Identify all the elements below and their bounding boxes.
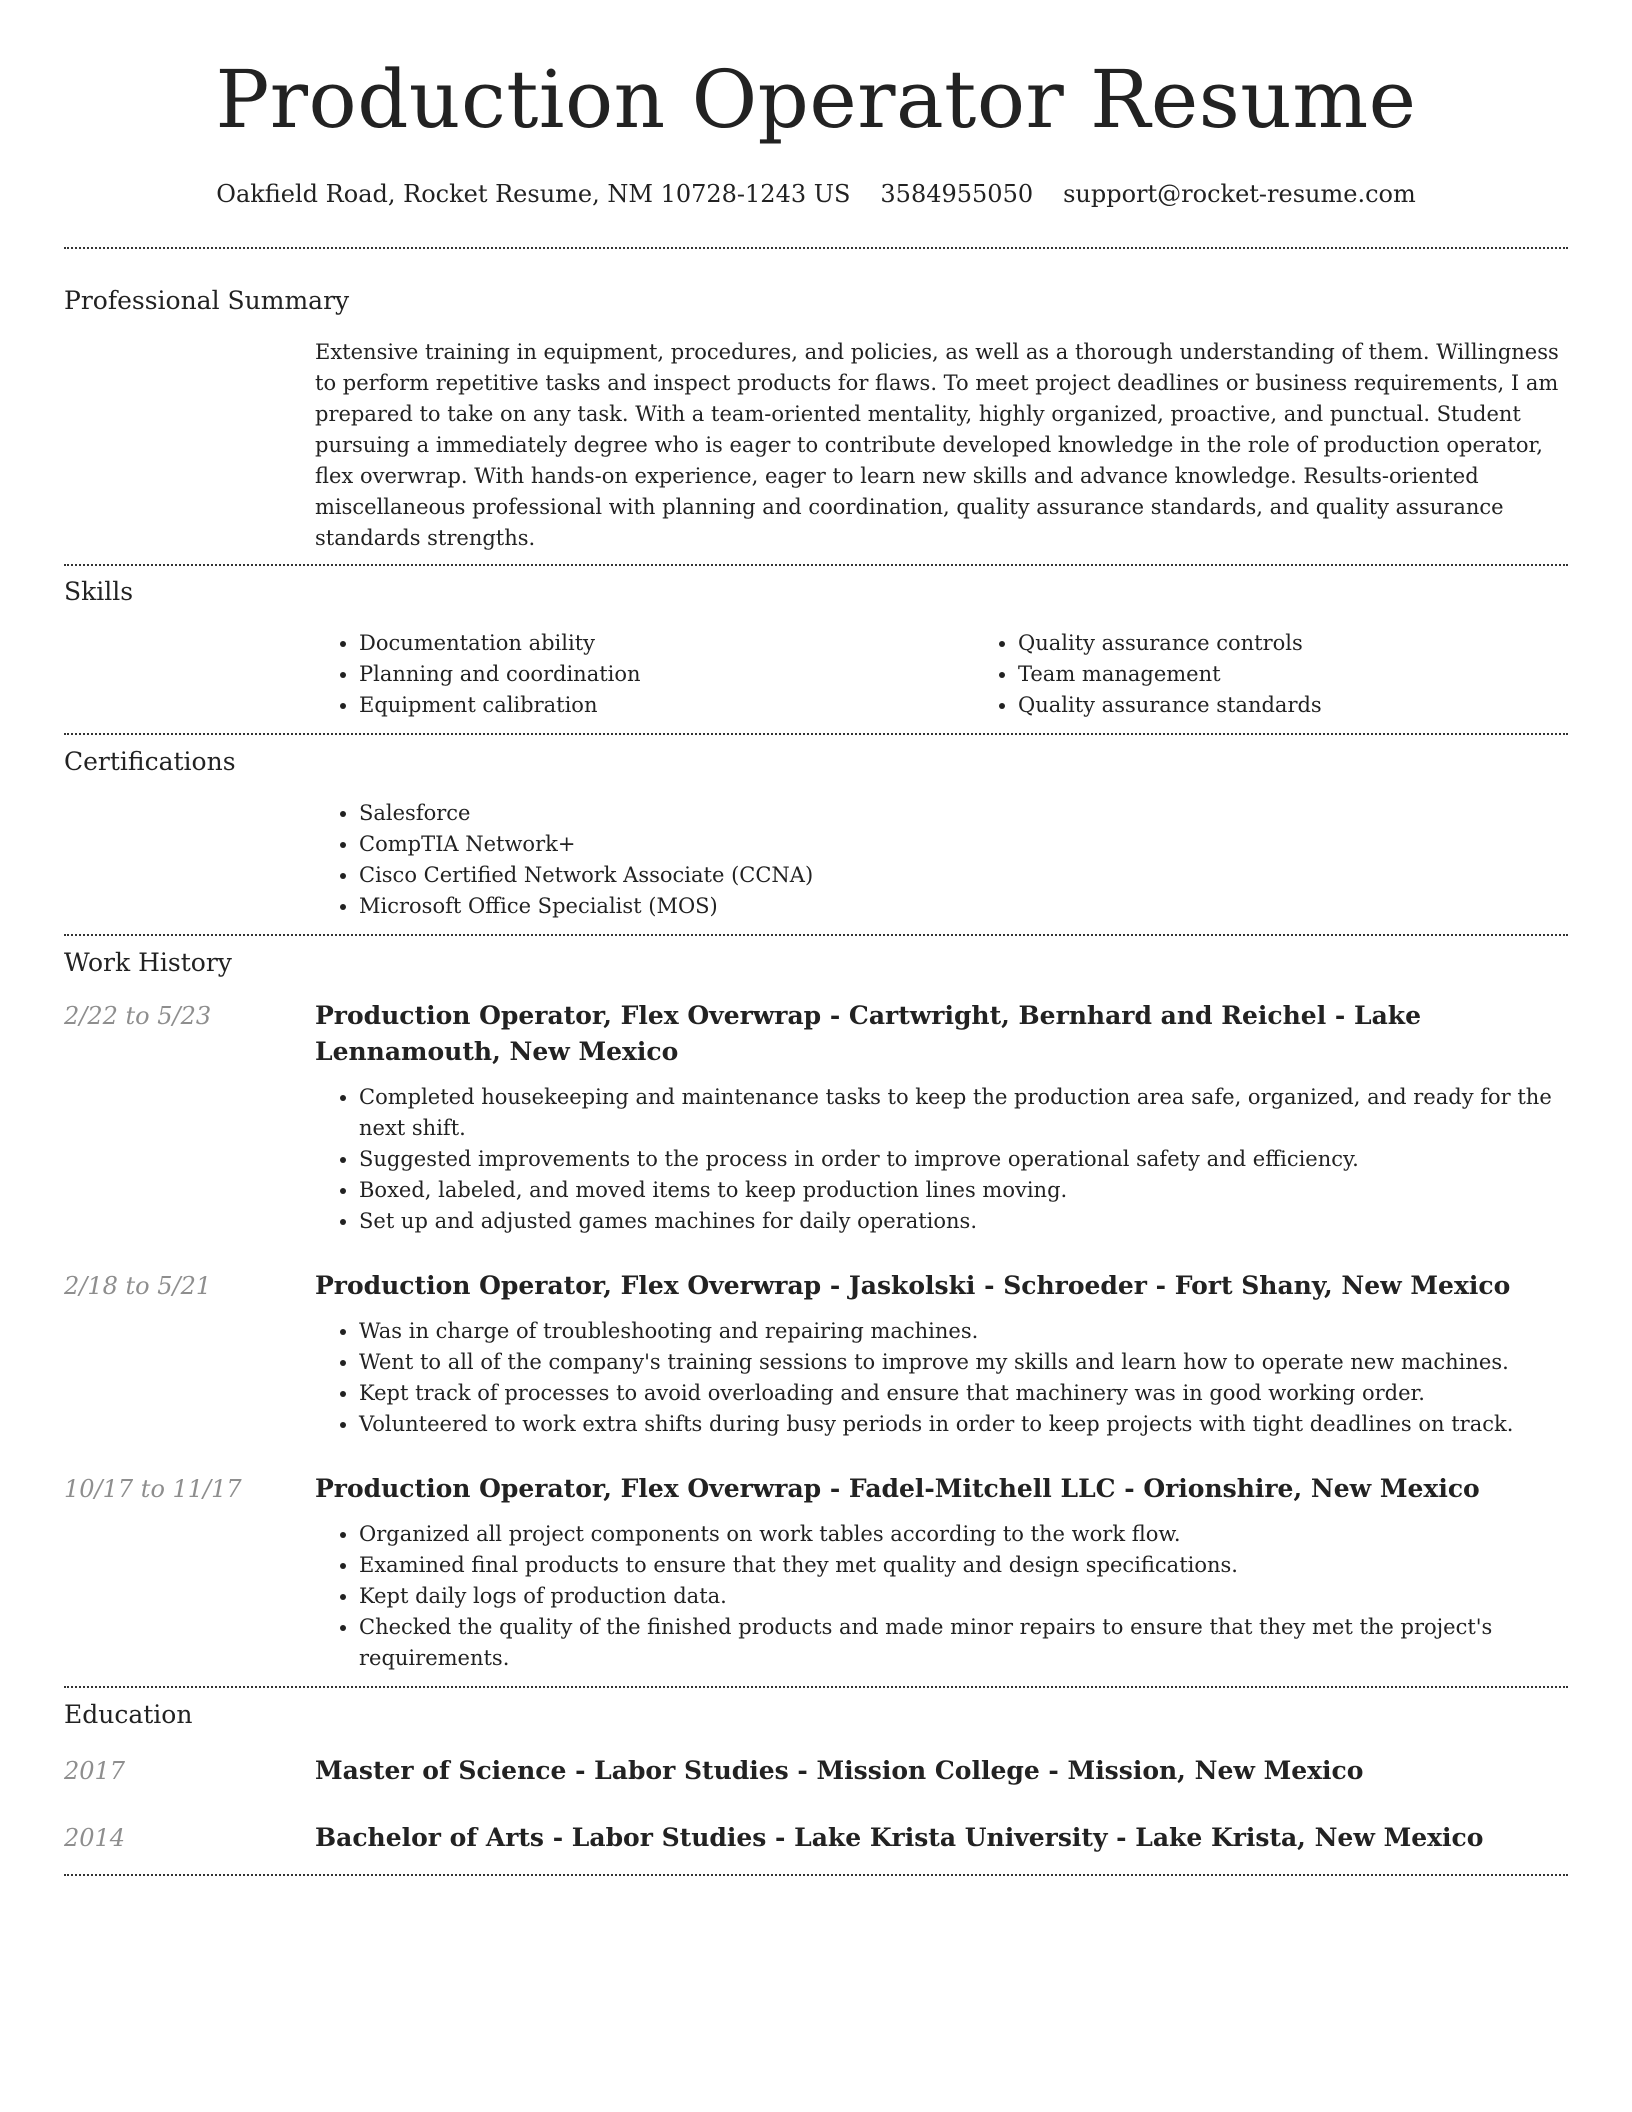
list-item: • Quality assurance standards [1018,690,1632,721]
list-item: • Team management [1018,659,1632,690]
section-title-skills: Skills [64,577,134,606]
divider [64,1686,1568,1688]
education-entry [64,1753,1568,1789]
list-item: • Salesforce [359,798,1568,829]
degree-title: Bachelor of Arts - Labor Studies - Lake Krista University - Lake Krista, New Mexico [315,1823,1484,1852]
list-item: • Kept track of processes to avoid overloading and ensure that machinery was in good working order. [359,1378,1568,1409]
job-entry [64,1268,1568,1440]
job-bullets [315,1316,1568,1440]
job-bullets [315,1082,1568,1237]
divider [64,564,1568,566]
list-item: • Examined final products to ensure that they met quality and design specifications. [359,1550,1568,1581]
resume-title: Production Operator Resume [215,53,1417,146]
job-entry [64,998,1568,1237]
summary-gutter [64,337,315,554]
email: support@rocket-resume.com [1063,180,1416,208]
skills-section [64,576,1568,721]
list-item: • Planning and coordination [359,659,974,690]
job-bullets [315,1519,1568,1674]
summary-section [64,285,1568,554]
job-title: Production Operator, Flex Overwrap - Fadel-Mitchell LLC - Orionshire, New Mexico [315,1474,1480,1503]
section-title-education: Education [64,1700,193,1729]
job-title: Production Operator, Flex Overwrap - Cartwright, Bernhard and Reichel - Lake Lennamouth, New Mexico [315,1001,1421,1066]
skills-list-col1 [315,628,974,721]
phone: 3584955050 [880,180,1034,208]
degree-title: Master of Science - Labor Studies - Mission College - Mission, New Mexico [315,1756,1364,1785]
work-history-section [64,947,1568,1674]
list-item: • Organized all project components on work tables according to the work flow. [359,1519,1568,1550]
skills-list-col2 [974,628,1632,721]
divider [64,247,1568,249]
education-year: 2014 [64,1824,126,1852]
list-item: • Suggested improvements to the process in order to improve operational safety and efficiency. [359,1144,1568,1175]
list-item: • Volunteered to work extra shifts during busy periods in order to keep projects with tight deadlines on track. [359,1409,1568,1440]
job-dates: 2/18 to 5/21 [64,1272,212,1300]
list-item: • Boxed, labeled, and moved items to keep production lines moving. [359,1175,1568,1206]
section-title-certifications: Certifications [64,747,236,776]
section-title-summary: Professional Summary [64,286,350,315]
divider [64,1874,1568,1876]
list-item: • Completed housekeeping and maintenance tasks to keep the production area safe, organized, and ready for the next shift. [359,1082,1568,1144]
list-item: • Was in charge of troubleshooting and repairing machines. [359,1316,1568,1347]
list-item: • Cisco Certified Network Associate (CCNA) [359,860,1568,891]
job-dates: 10/17 to 11/17 [64,1475,242,1503]
certifications-gutter [64,798,315,922]
list-item: • Equipment calibration [359,690,974,721]
job-entry [64,1471,1568,1674]
list-item: • Documentation ability [359,628,974,659]
section-title-work-history: Work History [64,948,232,977]
list-item: • CompTIA Network+ [359,829,1568,860]
divider [64,733,1568,735]
education-entry [64,1820,1568,1856]
skills-gutter [64,628,315,721]
job-title: Production Operator, Flex Overwrap - Jaskolski - Schroeder - Fort Shany, New Mexico [315,1271,1511,1300]
list-item: • Set up and adjusted games machines for daily operations. [359,1206,1568,1237]
job-dates: 2/22 to 5/23 [64,1002,212,1030]
list-item: • Kept daily logs of production data. [359,1581,1568,1612]
list-item: • Went to all of the company's training sessions to improve my skills and learn how to operate new machines. [359,1347,1568,1378]
address: Oakfield Road, Rocket Resume, NM 10728-1243 US [216,180,851,208]
certifications-list [315,798,1568,922]
contact-line [64,178,1568,210]
list-item: • Quality assurance controls [1018,628,1632,659]
list-item: • Checked the quality of the finished products and made minor repairs to ensure that they met the project's requirements. [359,1612,1568,1674]
list-item: • Microsoft Office Specialist (MOS) [359,891,1568,922]
education-year: 2017 [64,1757,126,1785]
education-section [64,1699,1568,1856]
certifications-section [64,746,1568,922]
divider [64,934,1568,936]
summary-text: Extensive training in equipment, procedures, and policies, as well as a thorough understanding of them. Willingness to perform repetitive tasks and inspect products for flaws. To meet project deadlines or business requirements, I am prepared to take on any task. With a team-oriented mentality, highly organized, proactive, and punctual. Student pursuing a immediately degree who is eager to contribute developed knowledge in the role of production operator, flex overwrap. With hands-on experience, eager to learn new skills and advance knowledge. Results-oriented miscellaneous professional with planning and coordination, quality assurance standards, and quality assurance standards strengths. [315,340,1559,550]
